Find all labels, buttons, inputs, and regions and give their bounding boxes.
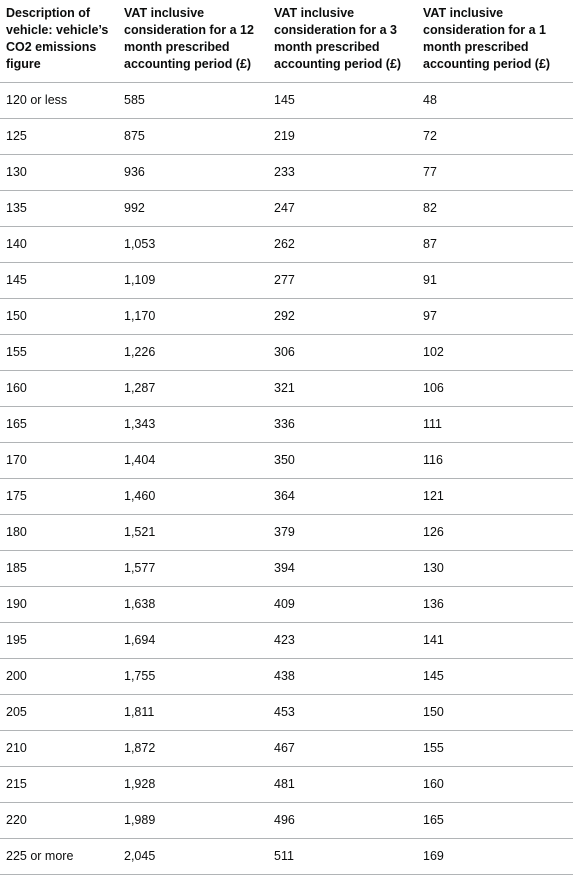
cell-1-month-value: 136 (417, 586, 573, 622)
cell-12-month-value: 2,045 (118, 838, 268, 874)
cell-1-month-value: 150 (417, 694, 573, 730)
cell-co2-figure: 215 (0, 766, 118, 802)
cell-1-month-value: 106 (417, 370, 573, 406)
cell-1-month-value: 145 (417, 658, 573, 694)
cell-12-month-value: 1,460 (118, 478, 268, 514)
cell-12-month-value: 1,694 (118, 622, 268, 658)
cell-co2-figure: 140 (0, 226, 118, 262)
cell-12-month-value: 1,989 (118, 802, 268, 838)
table-row (0, 370, 573, 406)
cell-12-month-value: 1,404 (118, 442, 268, 478)
cell-co2-figure: 225 or more (0, 838, 118, 874)
table-row (0, 730, 573, 766)
cell-co2-figure: 135 (0, 190, 118, 226)
cell-3-month-value: 481 (268, 766, 417, 802)
cell-12-month-value: 1,521 (118, 514, 268, 550)
cell-1-month-value: 116 (417, 442, 573, 478)
cell-3-month-value: 247 (268, 190, 417, 226)
cell-1-month-value: 77 (417, 154, 573, 190)
cell-12-month-value: 1,287 (118, 370, 268, 406)
cell-co2-figure: 150 (0, 298, 118, 334)
table-row (0, 586, 573, 622)
cell-co2-figure: 160 (0, 370, 118, 406)
table-row (0, 838, 573, 874)
cell-12-month-value: 1,638 (118, 586, 268, 622)
cell-co2-figure: 145 (0, 262, 118, 298)
cell-3-month-value: 409 (268, 586, 417, 622)
cell-co2-figure: 155 (0, 334, 118, 370)
cell-1-month-value: 102 (417, 334, 573, 370)
cell-3-month-value: 438 (268, 658, 417, 694)
table-row (0, 766, 573, 802)
cell-1-month-value: 111 (417, 406, 573, 442)
cell-1-month-value: 165 (417, 802, 573, 838)
table-row (0, 298, 573, 334)
table-row (0, 802, 573, 838)
table-row (0, 694, 573, 730)
cell-12-month-value: 936 (118, 154, 268, 190)
cell-1-month-value: 72 (417, 118, 573, 154)
cell-12-month-value: 1,226 (118, 334, 268, 370)
cell-3-month-value: 453 (268, 694, 417, 730)
cell-12-month-value: 875 (118, 118, 268, 154)
cell-co2-figure: 220 (0, 802, 118, 838)
cell-1-month-value: 130 (417, 550, 573, 586)
cell-co2-figure: 210 (0, 730, 118, 766)
cell-3-month-value: 277 (268, 262, 417, 298)
cell-co2-figure: 170 (0, 442, 118, 478)
cell-3-month-value: 496 (268, 802, 417, 838)
table-body (0, 82, 573, 874)
cell-3-month-value: 511 (268, 838, 417, 874)
cell-12-month-value: 1,053 (118, 226, 268, 262)
cell-co2-figure: 190 (0, 586, 118, 622)
header-co2-emissions: Description of vehicle: vehicle’s CO2 emissions figure (0, 0, 118, 82)
cell-12-month-value: 1,811 (118, 694, 268, 730)
cell-1-month-value: 48 (417, 82, 573, 118)
cell-1-month-value: 126 (417, 514, 573, 550)
cell-co2-figure: 185 (0, 550, 118, 586)
cell-1-month-value: 82 (417, 190, 573, 226)
cell-co2-figure: 130 (0, 154, 118, 190)
table-row (0, 406, 573, 442)
cell-co2-figure: 165 (0, 406, 118, 442)
cell-3-month-value: 233 (268, 154, 417, 190)
cell-12-month-value: 1,109 (118, 262, 268, 298)
table-row (0, 334, 573, 370)
cell-co2-figure: 175 (0, 478, 118, 514)
header-12-month-period: VAT inclusive consideration for a 12 month prescribed accounting period (£) (118, 0, 268, 82)
cell-3-month-value: 145 (268, 82, 417, 118)
table-row (0, 118, 573, 154)
cell-12-month-value: 585 (118, 82, 268, 118)
cell-12-month-value: 1,343 (118, 406, 268, 442)
cell-12-month-value: 992 (118, 190, 268, 226)
cell-3-month-value: 292 (268, 298, 417, 334)
table-row (0, 226, 573, 262)
cell-12-month-value: 1,577 (118, 550, 268, 586)
cell-3-month-value: 423 (268, 622, 417, 658)
cell-co2-figure: 205 (0, 694, 118, 730)
table-row (0, 658, 573, 694)
cell-1-month-value: 160 (417, 766, 573, 802)
table-row (0, 190, 573, 226)
cell-3-month-value: 394 (268, 550, 417, 586)
table-row (0, 154, 573, 190)
cell-12-month-value: 1,170 (118, 298, 268, 334)
table-row (0, 622, 573, 658)
table-row (0, 478, 573, 514)
cell-3-month-value: 379 (268, 514, 417, 550)
cell-1-month-value: 97 (417, 298, 573, 334)
cell-co2-figure: 200 (0, 658, 118, 694)
cell-1-month-value: 91 (417, 262, 573, 298)
header-3-month-period: VAT inclusive consideration for a 3 month prescribed accounting period (£) (268, 0, 417, 82)
table-row (0, 550, 573, 586)
cell-12-month-value: 1,872 (118, 730, 268, 766)
table-row (0, 262, 573, 298)
cell-3-month-value: 350 (268, 442, 417, 478)
cell-1-month-value: 87 (417, 226, 573, 262)
cell-12-month-value: 1,928 (118, 766, 268, 802)
cell-co2-figure: 180 (0, 514, 118, 550)
cell-co2-figure: 195 (0, 622, 118, 658)
cell-1-month-value: 169 (417, 838, 573, 874)
cell-3-month-value: 321 (268, 370, 417, 406)
cell-3-month-value: 336 (268, 406, 417, 442)
cell-3-month-value: 364 (268, 478, 417, 514)
table-row (0, 82, 573, 118)
cell-1-month-value: 121 (417, 478, 573, 514)
table-row (0, 442, 573, 478)
cell-3-month-value: 262 (268, 226, 417, 262)
header-row (0, 0, 573, 82)
cell-1-month-value: 155 (417, 730, 573, 766)
cell-co2-figure: 125 (0, 118, 118, 154)
cell-1-month-value: 141 (417, 622, 573, 658)
table-row (0, 514, 573, 550)
table-header (0, 0, 573, 82)
cell-co2-figure: 120 or less (0, 82, 118, 118)
cell-3-month-value: 467 (268, 730, 417, 766)
cell-3-month-value: 306 (268, 334, 417, 370)
cell-12-month-value: 1,755 (118, 658, 268, 694)
cell-3-month-value: 219 (268, 118, 417, 154)
header-1-month-period: VAT inclusive consideration for a 1 month prescribed accounting period (£) (417, 0, 573, 82)
